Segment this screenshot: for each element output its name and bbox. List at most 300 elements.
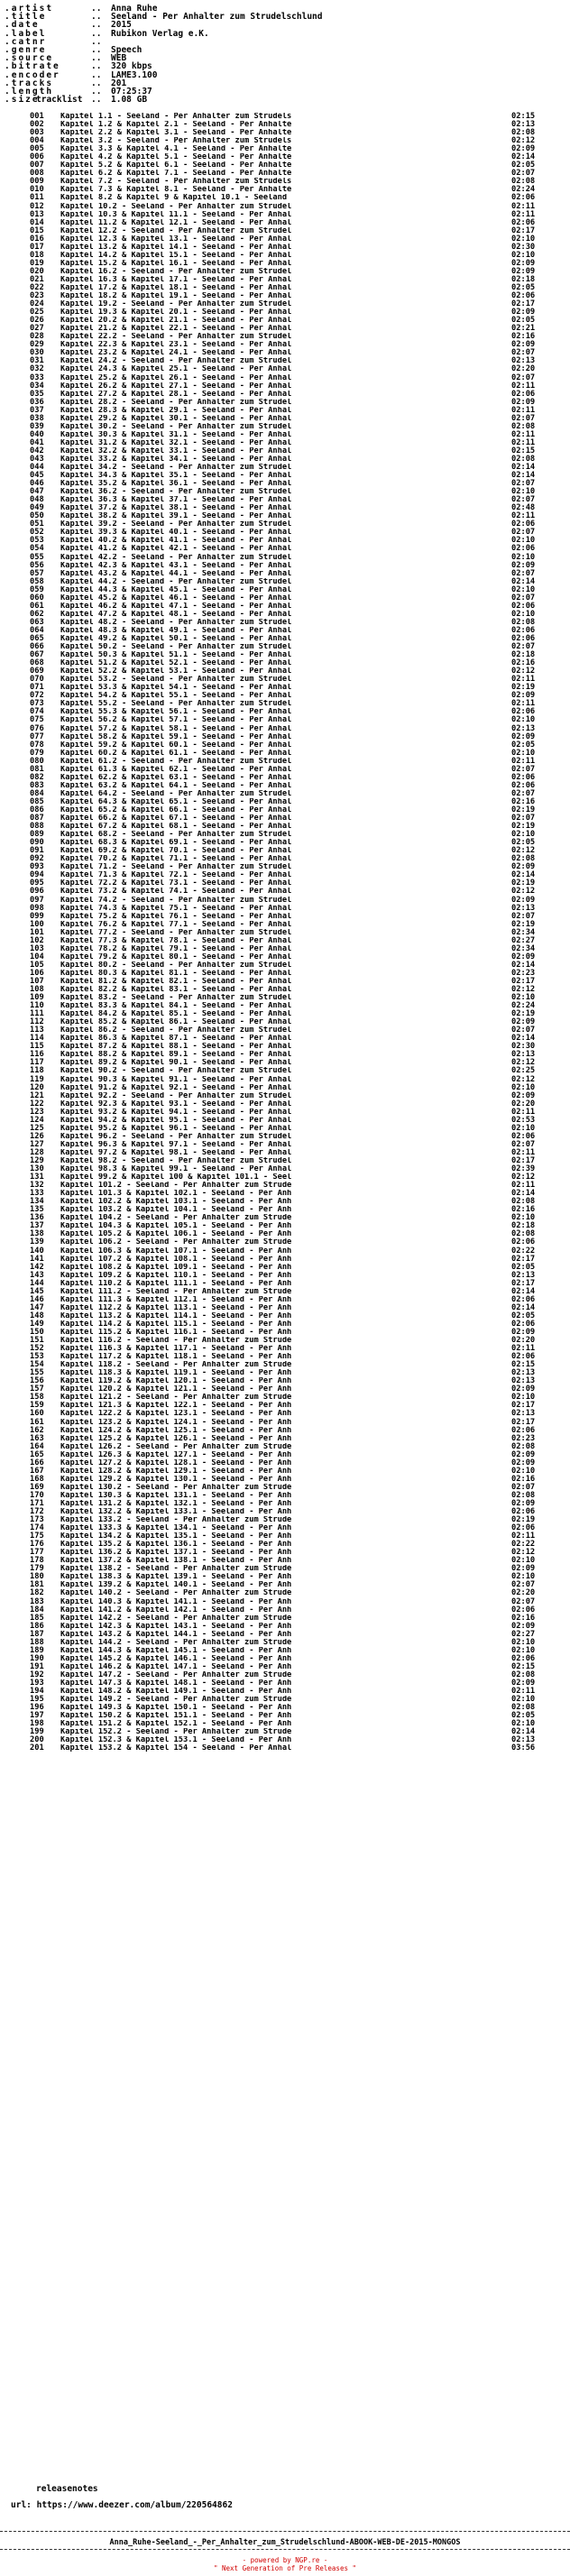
track-row	[30, 1581, 538, 1589]
track-number: 179	[30, 1564, 44, 1574]
track-title: Kapitel 80.3 & Kapitel 81.1 - Seeland - Per Anhal	[60, 969, 292, 978]
track-title: Kapitel 144.2 - Seeland - Per Anhalter zum Strude	[60, 1638, 292, 1647]
track-row	[30, 1280, 538, 1288]
track-title: Kapitel 71.2 - Seeland - Per Anhalter zum Strudel	[60, 863, 292, 872]
track-row	[30, 1484, 538, 1492]
track-number: 159	[30, 1401, 44, 1411]
track-row	[30, 1222, 538, 1230]
track-title: Kapitel 122.2 & Kapitel 123.1 - Seeland - Per Anh	[60, 1410, 292, 1419]
track-row	[30, 1288, 538, 1296]
track-number: 155	[30, 1368, 44, 1378]
track-duration: 02:12	[511, 985, 536, 995]
track-row	[30, 823, 538, 831]
track-number: 190	[30, 1653, 44, 1663]
track-number: 132	[30, 1181, 44, 1191]
track-number: 115	[30, 1042, 44, 1052]
track-title: Kapitel 56.2 & Kapitel 57.1 - Seeland - Per Anhal	[60, 716, 292, 725]
track-duration: 02:06	[511, 1319, 536, 1329]
track-row	[30, 1736, 538, 1744]
track-title: Kapitel 96.3 & Kapitel 97.1 - Seeland - Per Anhal	[60, 1140, 292, 1149]
track-number: 074	[30, 707, 44, 717]
track-row	[30, 961, 538, 970]
track-title: Kapitel 19.3 & Kapitel 20.1 - Seeland - Per Anhal	[60, 308, 292, 317]
track-duration: 02:08	[511, 617, 536, 627]
track-row	[30, 431, 538, 439]
track-title: Kapitel 10.2 - Seeland - Per Anhalter zum Strudel	[60, 202, 292, 211]
track-number: 174	[30, 1523, 44, 1533]
track-number: 083	[30, 780, 44, 790]
track-title: Kapitel 140.3 & Kapitel 141.1 - Seeland - Per Anh	[60, 1597, 292, 1606]
track-title: Kapitel 80.2 - Seeland - Per Anhalter zum Strudel	[60, 961, 292, 970]
track-number: 035	[30, 389, 44, 399]
track-number: 082	[30, 772, 44, 782]
track-title: Kapitel 130.3 & Kapitel 131.1 - Seeland - Per Anh	[60, 1491, 292, 1500]
track-row	[30, 1696, 538, 1704]
track-row	[30, 994, 538, 1002]
track-duration: 02:20	[511, 1336, 536, 1346]
track-row	[30, 1704, 538, 1712]
track-number: 141	[30, 1254, 44, 1264]
track-number: 075	[30, 715, 44, 725]
track-duration: 02:20	[511, 1588, 536, 1598]
track-duration: 02:06	[511, 772, 536, 782]
track-duration: 02:17	[511, 1156, 536, 1165]
track-row	[30, 659, 538, 667]
track-title: Kapitel 42.3 & Kapitel 43.1 - Seeland - Per Anhal	[60, 561, 292, 570]
track-row	[30, 978, 538, 986]
track-row	[30, 1744, 538, 1753]
track-row	[30, 170, 538, 178]
track-duration: 02:19	[511, 822, 536, 832]
track-duration: 02:25	[511, 1066, 536, 1076]
track-duration: 02:06	[511, 389, 536, 399]
track-duration: 02:12	[511, 136, 536, 146]
track-duration: 02:06	[511, 1237, 536, 1247]
track-title: Kapitel 63.2 & Kapitel 64.1 - Seeland - Per Anhal	[60, 781, 292, 790]
track-row	[30, 1402, 538, 1410]
track-duration: 02:17	[511, 1278, 536, 1288]
track-title: Kapitel 48.2 - Seeland - Per Anhalter zum Strudel	[60, 618, 292, 627]
track-number: 021	[30, 274, 44, 284]
track-duration: 02:24	[511, 1001, 536, 1011]
track-row	[30, 480, 538, 488]
track-number: 176	[30, 1540, 44, 1550]
track-number: 010	[30, 185, 44, 195]
track-title: Kapitel 14.2 & Kapitel 15.1 - Seeland - Per Anhal	[60, 251, 292, 260]
track-row	[30, 1345, 538, 1353]
track-title: Kapitel 137.2 & Kapitel 138.1 - Seeland - Per Anh	[60, 1557, 292, 1566]
track-title: Kapitel 68.2 - Seeland - Per Anhalter zum Strudel	[60, 831, 292, 840]
track-row	[30, 562, 538, 570]
track-duration: 02:10	[511, 1695, 536, 1705]
track-duration: 02:08	[511, 1441, 536, 1451]
track-title: Kapitel 95.2 & Kapitel 96.1 - Seeland - Per Anhal	[60, 1124, 292, 1133]
track-row	[30, 1598, 538, 1606]
track-duration: 02:19	[511, 805, 536, 814]
track-duration: 02:10	[511, 1082, 536, 1092]
track-row	[30, 1394, 538, 1402]
track-number: 094	[30, 870, 44, 880]
track-number: 180	[30, 1572, 44, 1582]
track-duration: 02:14	[511, 1286, 536, 1296]
track-title: Kapitel 40.2 & Kapitel 41.1 - Seeland - Per Anhal	[60, 537, 292, 546]
track-number: 131	[30, 1173, 44, 1182]
track-title: Kapitel 42.2 - Seeland - Per Anhalter zum Strudel	[60, 553, 292, 562]
track-duration: 02:14	[511, 1189, 536, 1199]
track-title: Kapitel 152.2 - Seeland - Per Anhalter zum Strude	[60, 1728, 292, 1737]
track-title: Kapitel 134.2 & Kapitel 135.1 - Seeland - Per Anh	[60, 1532, 292, 1541]
track-duration: 02:07	[511, 348, 536, 358]
track-row	[30, 1272, 538, 1280]
track-number: 052	[30, 528, 44, 538]
meta-separator: ..	[91, 4, 102, 14]
track-title: Kapitel 55.2 - Seeland - Per Anhalter zum Strudel	[60, 700, 292, 709]
track-number: 116	[30, 1050, 44, 1060]
track-number: 023	[30, 291, 44, 301]
track-row	[30, 1377, 538, 1385]
track-row	[30, 716, 538, 724]
track-title: Kapitel 126.3 & Kapitel 127.1 - Seeland - Per Anh	[60, 1450, 292, 1459]
track-row	[30, 1443, 538, 1451]
track-duration: 02:09	[511, 308, 536, 317]
track-title: Kapitel 111.3 & Kapitel 112.1 - Seeland - Per Anh	[60, 1295, 292, 1304]
footer-tagline: " Next Generation of Pre Releases "	[213, 2564, 357, 2572]
track-duration: 02:11	[511, 1687, 536, 1697]
track-row	[30, 300, 538, 308]
track-row	[30, 1238, 538, 1247]
track-title: Kapitel 146.2 & Kapitel 147.1 - Seeland - Per Anh	[60, 1662, 292, 1671]
track-row	[30, 708, 538, 716]
track-title: Kapitel 61.2 - Seeland - Per Anhalter zum Strudel	[60, 757, 292, 766]
track-number: 071	[30, 683, 44, 693]
track-row	[30, 333, 538, 341]
track-number: 119	[30, 1074, 44, 1084]
track-row	[30, 1671, 538, 1679]
track-duration: 02:09	[511, 340, 536, 350]
track-duration: 02:09	[511, 1498, 536, 1508]
track-number: 163	[30, 1433, 44, 1443]
track-row	[30, 1615, 538, 1623]
track-duration: 02:19	[511, 919, 536, 929]
track-title: Kapitel 117.2 & Kapitel 118.1 - Seeland - Per Anh	[60, 1353, 292, 1362]
track-title: Kapitel 79.2 & Kapitel 80.1 - Seeland - Per Anhal	[60, 952, 292, 961]
meta-separator: ..	[91, 61, 102, 72]
track-duration: 02:17	[511, 1401, 536, 1411]
track-duration: 02:12	[511, 1548, 536, 1558]
track-duration: 02:21	[511, 324, 536, 334]
track-duration: 02:05	[511, 1711, 536, 1721]
track-title: Kapitel 53.2 - Seeland - Per Anhalter zum Strudel	[60, 676, 292, 685]
track-row	[30, 676, 538, 684]
track-number: 112	[30, 1017, 44, 1027]
track-row	[30, 235, 538, 244]
track-duration: 02:09	[511, 952, 536, 961]
track-title: Kapitel 115.2 & Kapitel 116.1 - Seeland - Per Anh	[60, 1328, 292, 1337]
track-duration: 02:18	[511, 1221, 536, 1231]
track-number: 001	[30, 112, 44, 121]
track-title: Kapitel 71.3 & Kapitel 72.1 - Seeland - Per Anhal	[60, 871, 292, 880]
track-row	[30, 488, 538, 496]
track-duration: 02:14	[511, 1727, 536, 1737]
track-number: 067	[30, 650, 44, 660]
track-title: Kapitel 136.2 & Kapitel 137.1 - Seeland - Per Anh	[60, 1549, 292, 1558]
track-row	[30, 1247, 538, 1256]
track-duration: 02:06	[511, 1352, 536, 1362]
track-number: 077	[30, 731, 44, 741]
track-duration: 02:07	[511, 373, 536, 382]
track-row	[30, 643, 538, 651]
track-duration: 02:12	[511, 1058, 536, 1068]
track-number: 184	[30, 1605, 44, 1615]
track-row	[30, 888, 538, 896]
track-title: Kapitel 120.2 & Kapitel 121.1 - Seeland - Per Anh	[60, 1385, 292, 1394]
track-row	[30, 1182, 538, 1190]
track-title: Kapitel 131.2 & Kapitel 132.1 - Seeland - Per Anh	[60, 1499, 292, 1508]
release-name: Anna_Ruhe-Seeland_-_Per_Anhalter_zum_Strudelschlund-ABOOK-WEB-DE-2015-MONGOS	[109, 2538, 461, 2547]
track-duration: 02:07	[511, 568, 536, 578]
track-number: 169	[30, 1482, 44, 1492]
meta-key: .bitrate	[5, 61, 60, 72]
meta-separator: ..	[91, 44, 102, 55]
track-number: 164	[30, 1441, 44, 1451]
track-number: 183	[30, 1596, 44, 1606]
track-duration: 02:09	[511, 560, 536, 570]
track-duration: 02:22	[511, 1540, 536, 1550]
track-number: 086	[30, 805, 44, 814]
track-row	[30, 423, 538, 431]
track-number: 145	[30, 1286, 44, 1296]
track-number: 061	[30, 601, 44, 611]
track-number: 036	[30, 397, 44, 407]
track-title: Kapitel 83.3 & Kapitel 84.1 - Seeland - Per Anhal	[60, 1002, 292, 1011]
track-number: 073	[30, 699, 44, 709]
track-title: Kapitel 3.2 - Seeland - Per Anhalter zum Strudels	[60, 137, 292, 146]
track-duration: 02:06	[511, 1131, 536, 1141]
track-duration: 02:13	[511, 1376, 536, 1386]
track-title: Kapitel 46.2 & Kapitel 47.1 - Seeland - Per Anhal	[60, 602, 292, 611]
track-number: 158	[30, 1393, 44, 1403]
track-number: 150	[30, 1327, 44, 1337]
meta-value: 2015	[111, 20, 132, 31]
track-duration: 02:14	[511, 1034, 536, 1044]
track-title: Kapitel 20.2 & Kapitel 21.1 - Seeland - Per Anhal	[60, 317, 292, 326]
track-duration: 02:06	[511, 1523, 536, 1533]
track-number: 068	[30, 658, 44, 668]
meta-value: 320 kbps	[111, 61, 152, 72]
track-number: 153	[30, 1352, 44, 1362]
track-title: Kapitel 74.2 - Seeland - Per Anhalter zum Strudel	[60, 896, 292, 905]
track-row	[30, 260, 538, 268]
meta-separator: ..	[91, 95, 102, 106]
track-duration: 02:07	[511, 1596, 536, 1606]
track-number: 182	[30, 1588, 44, 1598]
track-duration: 02:06	[511, 1425, 536, 1435]
track-number: 024	[30, 299, 44, 309]
track-number: 048	[30, 495, 44, 505]
track-title: Kapitel 19.2 - Seeland - Per Anhalter zum Strudel	[60, 300, 292, 309]
track-title: Kapitel 82.2 & Kapitel 83.1 - Seeland - Per Anhal	[60, 986, 292, 995]
track-title: Kapitel 76.2 & Kapitel 77.1 - Seeland - Per Anhal	[60, 920, 292, 929]
track-number: 138	[30, 1229, 44, 1239]
meta-separator: ..	[91, 36, 102, 47]
track-duration: 02:15	[511, 1661, 536, 1671]
track-duration: 02:10	[511, 552, 536, 562]
track-number: 123	[30, 1107, 44, 1117]
meta-separator: ..	[91, 78, 102, 88]
track-duration: 02:27	[511, 935, 536, 945]
track-row	[30, 252, 538, 260]
track-title: Kapitel 101.2 - Seeland - Per Anhalter zum Strude	[60, 1182, 292, 1191]
track-row	[30, 1190, 538, 1198]
track-number: 063	[30, 617, 44, 627]
track-title: Kapitel 68.3 & Kapitel 69.1 - Seeland - Per Anhal	[60, 839, 292, 848]
track-duration: 02:11	[511, 405, 536, 415]
track-duration: 02:24	[511, 185, 536, 195]
track-title: Kapitel 142.2 - Seeland - Per Anhalter zum Strude	[60, 1614, 292, 1623]
track-title: Kapitel 23.2 & Kapitel 24.1 - Seeland - Per Anhal	[60, 349, 292, 358]
track-duration: 02:07	[511, 495, 536, 505]
track-title: Kapitel 11.2 & Kapitel 12.1 - Seeland - Per Anhal	[60, 218, 292, 227]
releasenotes-heading: releasenotes	[36, 2484, 98, 2494]
track-number: 058	[30, 576, 44, 586]
track-title: Kapitel 34.2 - Seeland - Per Anhalter zum Strudel	[60, 464, 292, 473]
meta-value: 1.08 GB	[111, 95, 148, 106]
track-duration: 02:11	[511, 201, 536, 211]
track-title: Kapitel 107.2 & Kapitel 108.1 - Seeland - Per Anh	[60, 1255, 292, 1264]
track-duration: 02:48	[511, 503, 536, 513]
track-row	[30, 1419, 538, 1427]
track-number: 172	[30, 1507, 44, 1517]
track-row	[30, 871, 538, 879]
track-row	[30, 758, 538, 766]
track-title: Kapitel 108.2 & Kapitel 109.1 - Seeland - Per Anh	[60, 1263, 292, 1272]
track-title: Kapitel 101.3 & Kapitel 102.1 - Seeland - Per Anh	[60, 1190, 292, 1199]
track-title: Kapitel 147.2 - Seeland - Per Anhalter zum Strude	[60, 1670, 292, 1679]
track-row	[30, 1639, 538, 1647]
track-number: 144	[30, 1278, 44, 1288]
track-title: Kapitel 150.2 & Kapitel 151.1 - Seeland - Per Anh	[60, 1712, 292, 1721]
track-row	[30, 1214, 538, 1222]
track-title: Kapitel 127.2 & Kapitel 128.1 - Seeland - Per Anh	[60, 1458, 292, 1467]
track-row	[30, 415, 538, 423]
track-duration: 02:10	[511, 487, 536, 497]
track-number: 057	[30, 568, 44, 578]
track-duration: 02:09	[511, 258, 536, 268]
track-number: 168	[30, 1474, 44, 1484]
track-row	[30, 308, 538, 317]
track-title: Kapitel 58.2 & Kapitel 59.1 - Seeland - Per Anhal	[60, 732, 292, 741]
track-duration: 02:11	[511, 1344, 536, 1354]
track-duration: 02:09	[511, 895, 536, 905]
track-title: Kapitel 37.2 & Kapitel 38.1 - Seeland - Per Anhal	[60, 504, 292, 513]
track-row	[30, 1320, 538, 1329]
track-title: Kapitel 81.2 & Kapitel 82.1 - Seeland - Per Anhal	[60, 977, 292, 986]
track-duration: 02:06	[511, 193, 536, 203]
track-duration: 02:10	[511, 584, 536, 594]
track-title: Kapitel 24.3 & Kapitel 25.1 - Seeland - Per Anhal	[60, 365, 292, 374]
track-row	[30, 937, 538, 945]
track-row	[30, 1524, 538, 1532]
track-duration: 02:07	[511, 788, 536, 798]
track-number: 195	[30, 1695, 44, 1705]
track-duration: 02:23	[511, 1433, 536, 1443]
track-row	[30, 186, 538, 194]
track-duration: 02:08	[511, 854, 536, 864]
track-title: Kapitel 78.2 & Kapitel 79.1 - Seeland - Per Anhal	[60, 944, 292, 953]
track-row	[30, 570, 538, 578]
track-title: Kapitel 51.2 & Kapitel 52.1 - Seeland - Per Anhal	[60, 659, 292, 668]
track-number: 152	[30, 1344, 44, 1354]
track-duration: 02:11	[511, 675, 536, 685]
track-row	[30, 1002, 538, 1010]
track-row	[30, 1369, 538, 1377]
track-duration: 02:10	[511, 1213, 536, 1223]
track-number: 070	[30, 675, 44, 685]
track-number: 137	[30, 1221, 44, 1231]
track-number: 193	[30, 1679, 44, 1688]
track-duration: 02:09	[511, 1621, 536, 1631]
track-number: 197	[30, 1711, 44, 1721]
track-row	[30, 1018, 538, 1026]
track-duration: 02:09	[511, 731, 536, 741]
track-number: 092	[30, 854, 44, 864]
track-title: Kapitel 147.3 & Kapitel 148.1 - Seeland - Per Anh	[60, 1679, 292, 1688]
track-duration: 02:12	[511, 1173, 536, 1182]
track-duration: 02:08	[511, 454, 536, 464]
meta-value: 201	[111, 78, 127, 88]
track-number: 087	[30, 814, 44, 823]
track-row	[30, 1125, 538, 1133]
track-title: Kapitel 126.2 - Seeland - Per Anhalter zum Strude	[60, 1442, 292, 1451]
track-row	[30, 391, 538, 399]
track-row	[30, 529, 538, 537]
track-title: Kapitel 90.3 & Kapitel 91.1 - Seeland - Per Anhal	[60, 1075, 292, 1084]
track-row	[30, 145, 538, 153]
track-number: 175	[30, 1532, 44, 1541]
track-row	[30, 1663, 538, 1671]
meta-key: .catnr	[5, 36, 47, 47]
track-title: Kapitel 30.3 & Kapitel 31.1 - Seeland - Per Anhal	[60, 430, 292, 439]
track-number: 098	[30, 903, 44, 913]
track-duration: 02:11	[511, 1147, 536, 1157]
meta-key: .length	[5, 86, 54, 97]
track-row	[30, 839, 538, 847]
track-number: 056	[30, 560, 44, 570]
track-title: Kapitel 50.3 & Kapitel 51.1 - Seeland - Per Anhal	[60, 651, 292, 660]
track-row	[30, 203, 538, 211]
meta-key: .genre	[5, 44, 47, 55]
track-title: Kapitel 96.2 - Seeland - Per Anhalter zum Strudel	[60, 1132, 292, 1141]
track-number: 003	[30, 128, 44, 138]
track-duration: 02:06	[511, 625, 536, 635]
track-title: Kapitel 98.3 & Kapitel 99.1 - Seeland - Per Anhal	[60, 1165, 292, 1174]
track-duration: 02:10	[511, 1645, 536, 1655]
track-duration: 02:39	[511, 1164, 536, 1174]
track-duration: 02:13	[511, 723, 536, 733]
track-title: Kapitel 57.2 & Kapitel 58.1 - Seeland - Per Anhal	[60, 724, 292, 733]
track-row	[30, 684, 538, 692]
track-title: Kapitel 119.2 & Kapitel 120.1 - Seeland - Per Anh	[60, 1377, 292, 1386]
track-title: Kapitel 30.2 - Seeland - Per Anhalter zum Strudel	[60, 422, 292, 431]
track-title: Kapitel 52.2 & Kapitel 53.1 - Seeland - Per Anhal	[60, 667, 292, 676]
track-row	[30, 1606, 538, 1615]
track-title: Kapitel 64.3 & Kapitel 65.1 - Seeland - Per Anhal	[60, 797, 292, 806]
track-row	[30, 1459, 538, 1467]
track-duration: 02:07	[511, 169, 536, 179]
track-number: 064	[30, 625, 44, 635]
track-title: Kapitel 124.2 & Kapitel 125.1 - Seeland - Per Anh	[60, 1426, 292, 1435]
release-metadata	[5, 5, 323, 104]
